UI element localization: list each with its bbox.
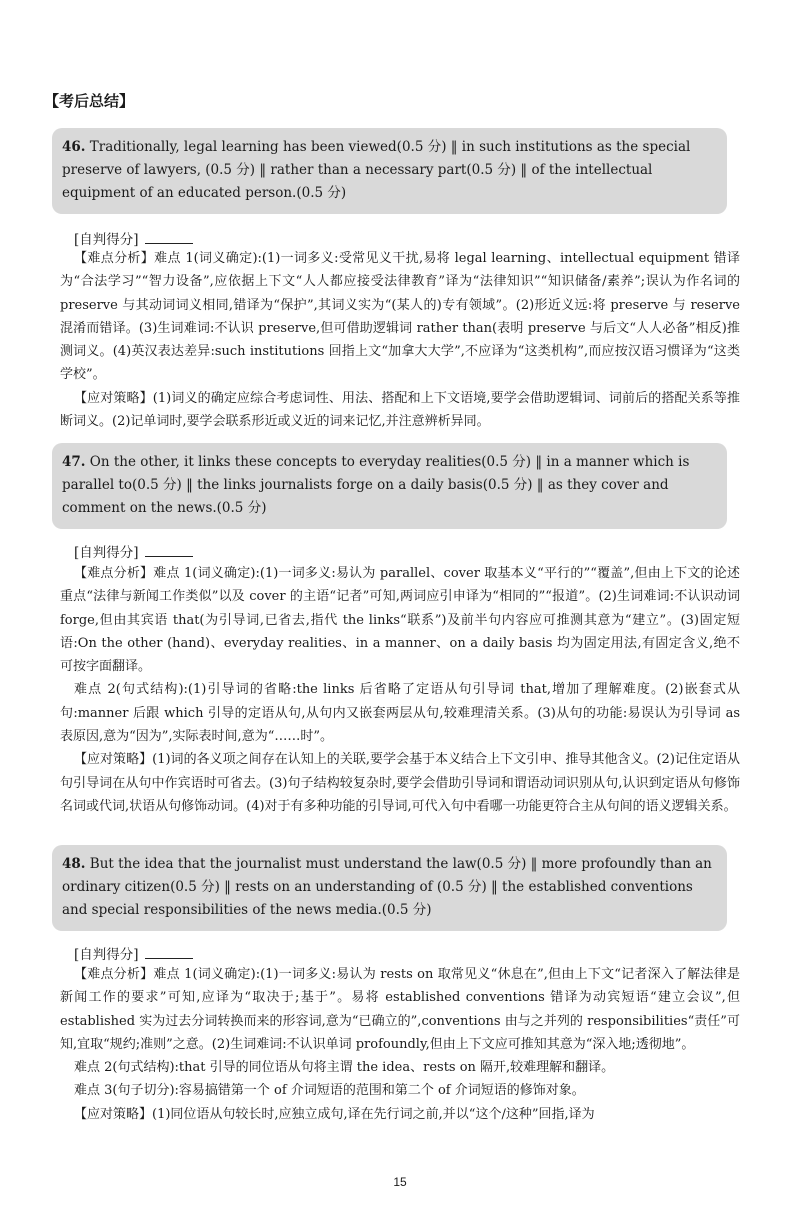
- analysis-48-difficulty-3: 难点 3(句子切分):容易搞错第一个 of 介词短语的范围和第二个 of 介词短语的修饰对象。: [74, 1083, 585, 1099]
- score-blank[interactable]: [145, 555, 193, 557]
- question-47-box: [52, 443, 727, 529]
- question-47-number: 47.: [62, 454, 86, 470]
- analysis-47-strategy: 【应对策略】(1)词的各义项之间存在认知上的关联,要学会基于本义结合上下文引申、推导其他含义。(2)记住定语从句引导词在从句中作宾语时可省去。(3)句子结构较复杂时,要学会借助引导词和谓语动词识别从句,认识到定语从句修饰名词或代词,状语从句修饰动词。(4)对于有多种功能的引导词,可代入句中看哪一功能更符合主从句间的语义逻辑关系。: [60, 752, 740, 814]
- score-label: [自判得分]: [74, 545, 139, 561]
- analysis-46-difficulty: 【难点分析】难点 1(词义确定):(1)一词多义:受常见义干扰,易将 legal learning、intellectual equipment 错译为“合法学习”“智力设备”,应依据上下文“人人都应接受法律教育”译为“法律知识”“知识储备/素养”;误认为作名词的 preserve 与其动词词义相同,错译为“保护”,其词义实为“(某人的)专有领域”。(2)形近义远:将 preserve 与 reserve 混淆而错译。(3)生词难词:不认识 preserve,但可借助逻辑词 rather than(表明 preserve 与后文“人人必备”相反)推测词义。(4)英汉表达差异:such institutions 回指上文“加拿大大学”,不应译为“这类机构”,而应按汉语习惯译为“这类学校”。: [60, 251, 740, 383]
- analysis-47: [60, 562, 740, 818]
- analysis-48: [60, 963, 740, 1126]
- question-46-text: Traditionally, legal learning has been viewed(0.5 分) ‖ in such institutions as the special preserve of lawyers, (0.5 分) ‖ rather than a necessary part(0.5 分) ‖ of the intellectual equipment of an educated person.(0.5 分): [62, 139, 691, 201]
- analysis-46-strategy: 【应对策略】(1)词义的确定应综合考虑词性、用法、搭配和上下文语境,要学会借助逻辑词、词前后的搭配关系等推断词义。(2)记单词时,要学会联系形近或义近的词来记忆,并注意辨析异同。: [60, 390, 740, 430]
- section-header: 【考后总结】: [44, 92, 135, 110]
- question-46-box: [52, 128, 727, 214]
- analysis-47-difficulty-1: 【难点分析】难点 1(词义确定):(1)一词多义:易认为 parallel、cover 取基本义“平行的”“覆盖”,但由上下文的论述重点“法律与新闻工作类似”以及 cover 的主语“记者”可知,两词应引申译为“相同的”“报道”。(2)生词难词:不认识动词 forge,但由其宾语 that(为引导词,已省去,指代 the links“联系”)及前半句内容应可推测其意为“建立”。(3)固定短语:On the other (hand)、everyday realities、in a manner、on a daily basis 均为固定用法,有固定含义,绝不可按字面翻译。: [60, 566, 740, 675]
- analysis-48-difficulty-1: 【难点分析】难点 1(词义确定):(1)一词多义:易认为 rests on 取常见义“休息在”,但由上下文“记者深入了解法律是新闻工作的要求”可知,应译为“取决于;基于”。易将 established conventions 错译为动宾短语“建立会议”,但 established 实为过去分词转换而来的形容词,意为“已确立的”,conventions 由与之并列的 responsibilities“责任”可知,宜取“规约;准则”之意。(2)生词难词:不认识单词 profoundly,但由上下文应可推知其意为“深入地;透彻地”。: [60, 967, 740, 1052]
- page-number: 15: [393, 1175, 407, 1189]
- analysis-48-difficulty-2: 难点 2(句式结构):that 引导的同位语从句将主谓 the idea、rests on 隔开,较难理解和翻译。: [74, 1060, 615, 1076]
- score-46: [74, 228, 193, 248]
- score-blank[interactable]: [145, 957, 193, 959]
- score-label: [自判得分]: [74, 232, 139, 248]
- question-48-box: [52, 845, 727, 931]
- question-48-text: But the idea that the journalist must understand the law(0.5 分) ‖ more profoundly than an ordinary citizen(0.5 分) ‖ rests on an understanding of (0.5 分) ‖ the established conventions and special responsibilities of the news media.(0.5 分): [62, 856, 712, 918]
- score-label: [自判得分]: [74, 947, 139, 963]
- question-48-number: 48.: [62, 856, 86, 872]
- question-46-number: 46.: [62, 139, 86, 155]
- question-47-text: On the other, it links these concepts to everyday realities(0.5 分) ‖ in a manner which is parallel to(0.5 分) ‖ the links journalists forge on a daily basis(0.5 分) ‖ as they cover and comment on the news.(0.5 分): [62, 454, 690, 516]
- analysis-47-difficulty-2: 难点 2(句式结构):(1)引导词的省略:the links 后省略了定语从句引导词 that,增加了理解难度。(2)嵌套式从句:manner 后跟 which 引导的定语从句,从句内又嵌套两层从句,较难理清关系。(3)从句的功能:易误认为引导词 as 表原因,意为“因为”,实际表时间,意为“……时”。: [60, 682, 740, 745]
- analysis-48-strategy: 【应对策略】(1)同位语从句较长时,应独立成句,译在先行词之前,并以“这个/这种”回指,译为: [74, 1106, 595, 1122]
- score-48: [74, 943, 193, 963]
- score-47: [74, 541, 193, 561]
- analysis-46: [60, 247, 740, 433]
- score-blank[interactable]: [145, 242, 193, 244]
